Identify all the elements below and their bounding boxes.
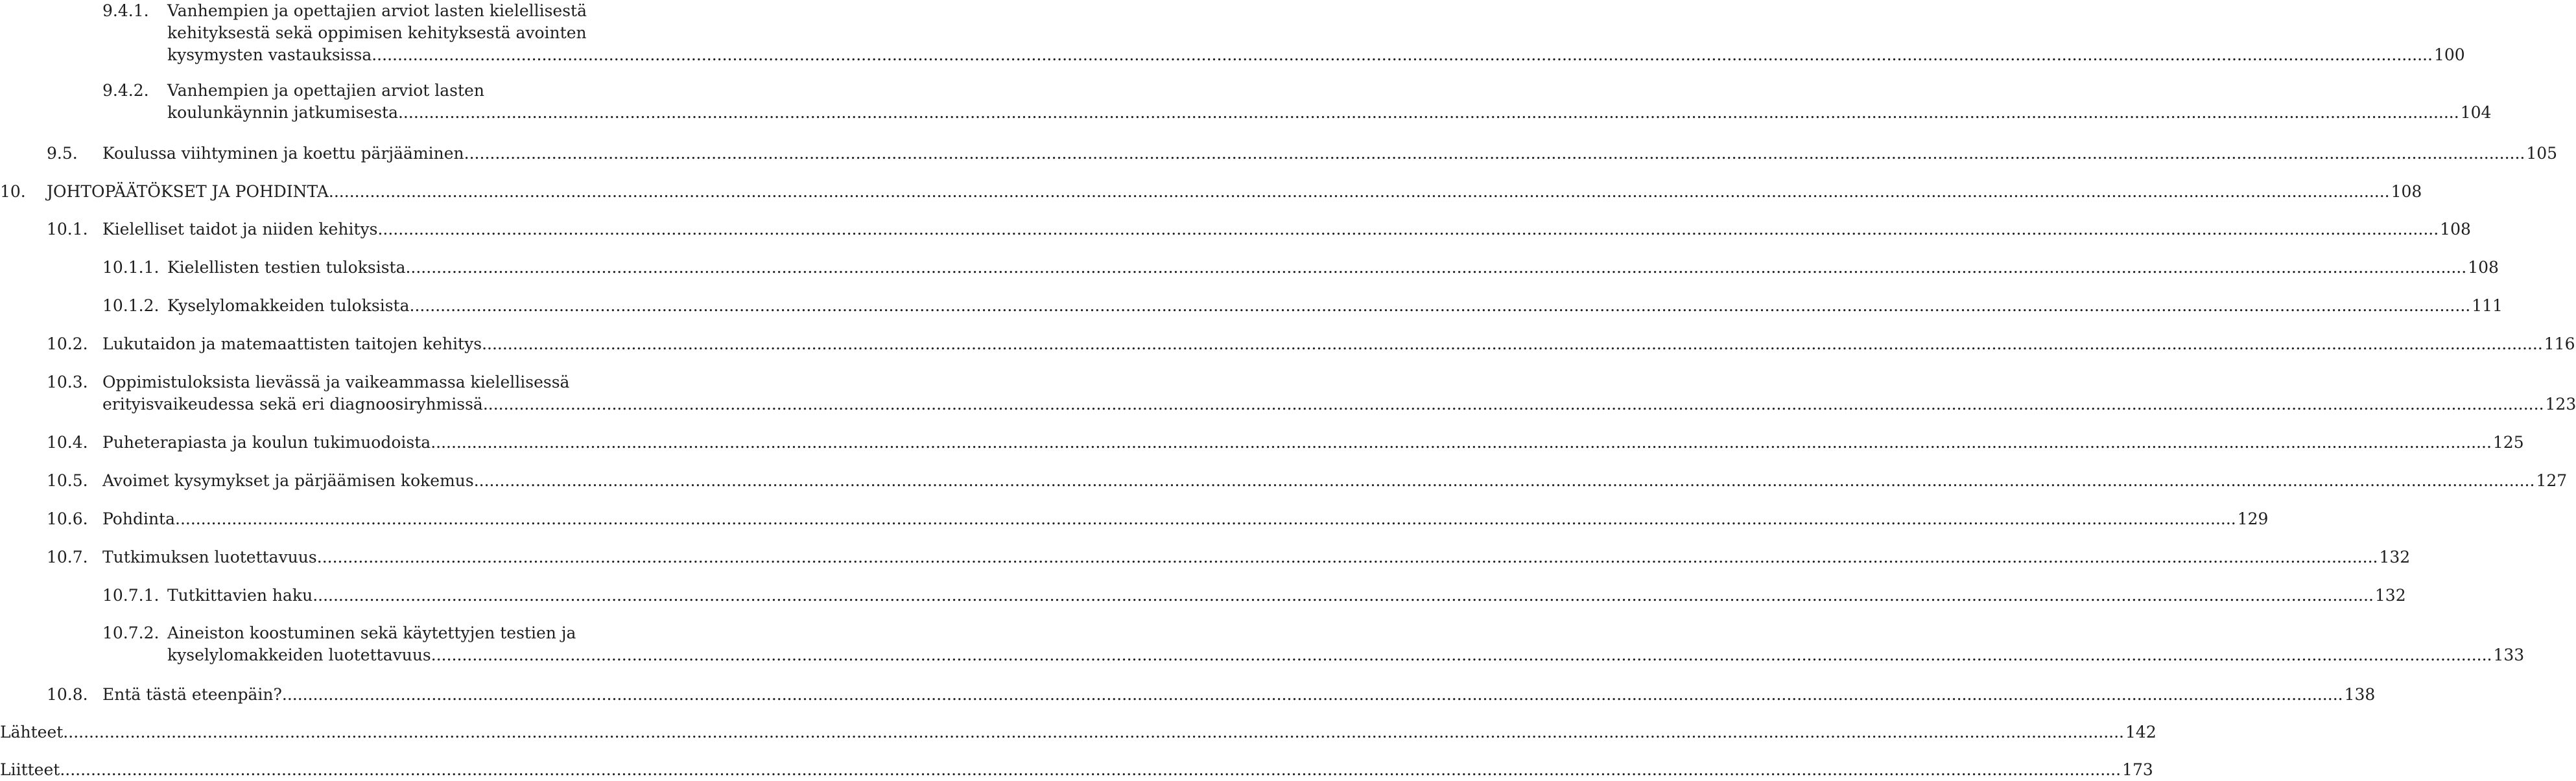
dot-leader: ................................................................................................................................................................................................................................................................................................................................................................................................................ xyxy=(63,723,2125,741)
toc-entry-title-line: Kielelliset taidot ja niiden kehitys xyxy=(102,220,378,239)
toc-entry-page-number: 111 xyxy=(2472,296,2503,315)
dot-leader: ................................................................................................................................................................................................................................................................................................................................................................................................................ xyxy=(397,103,2459,122)
toc-entry-number: 10.7. xyxy=(47,548,88,566)
toc-entry xyxy=(102,257,2499,279)
toc-entry xyxy=(0,181,2422,203)
toc-entry-page-number: 173 xyxy=(2122,760,2153,779)
toc-entry-title-line: Lukutaidon ja matemaattisten taitojen kehitys xyxy=(102,334,482,353)
toc-entry-page-number: 108 xyxy=(2440,220,2471,239)
toc-entry-title-line: Tutkimuksen luotettavuus xyxy=(102,548,317,566)
toc-entry-page-number: 108 xyxy=(2468,258,2499,277)
toc-entry-page-number: 133 xyxy=(2493,646,2525,664)
toc-entry xyxy=(47,432,2524,454)
toc-entry xyxy=(0,721,2157,743)
toc-entry-title-line: Koulussa viihtyminen ja koettu pärjääminen xyxy=(102,144,464,163)
dot-leader: ................................................................................................................................................................................................................................................................................................................................................................................................................ xyxy=(482,334,2543,353)
toc-entry-number: 9.4.1. xyxy=(102,1,149,20)
toc-entry-number: 10.7.1. xyxy=(102,586,160,605)
toc-entry-page-number: 116 xyxy=(2544,334,2575,353)
dot-leader: ................................................................................................................................................................................................................................................................................................................................................................................................................ xyxy=(372,45,2433,64)
toc-entry xyxy=(47,684,2376,706)
toc-entry-page-number: 104 xyxy=(2460,103,2492,122)
toc-entry-title-line: Oppimistuloksista lievässä ja vaikeammassa kielellisessä xyxy=(102,373,570,391)
dot-leader: ................................................................................................................................................................................................................................................................................................................................................................................................................ xyxy=(482,395,2544,414)
dot-leader: ................................................................................................................................................................................................................................................................................................................................................................................................................ xyxy=(431,433,2492,452)
toc-entry-title-line: Puheterapiasta ja koulun tukimuodoista xyxy=(102,433,431,452)
toc-entry-title-line: Vanhempien ja opettajien arviot lasten xyxy=(167,81,484,100)
toc-entry-number: 10.6. xyxy=(47,509,88,528)
dot-leader: ................................................................................................................................................................................................................................................................................................................................................................................................................ xyxy=(175,509,2236,528)
toc-entry xyxy=(47,333,2575,355)
toc-entry xyxy=(102,80,2492,124)
dot-leader: ................................................................................................................................................................................................................................................................................................................................................................................................................ xyxy=(377,220,2439,239)
toc-entry xyxy=(102,585,2406,607)
toc-entry xyxy=(102,295,2503,317)
toc-entry-number: 10.1.2. xyxy=(102,296,160,315)
toc-entry-page-number: 129 xyxy=(2237,509,2269,528)
dot-leader: ................................................................................................................................................................................................................................................................................................................................................................................................................ xyxy=(281,685,2343,704)
toc-entry-number: 10.1. xyxy=(47,220,88,239)
toc-entry xyxy=(47,143,2558,165)
toc-entry-number: 10.2. xyxy=(47,334,88,353)
dot-leader: ................................................................................................................................................................................................................................................................................................................................................................................................................ xyxy=(473,471,2535,490)
toc-entry-number: 10. xyxy=(0,182,26,201)
toc-entry-page-number: 132 xyxy=(2379,548,2411,566)
toc-entry-title-line: kehityksestä sekä oppimisen kehityksestä avointen xyxy=(167,23,587,42)
dot-leader: ................................................................................................................................................................................................................................................................................................................................................................................................................ xyxy=(313,586,2374,605)
toc-entry-page-number: 127 xyxy=(2536,471,2568,490)
dot-leader: ................................................................................................................................................................................................................................................................................................................................................................................................................ xyxy=(60,760,2121,779)
toc-entry-title-line: Avoimet kysymykset ja pärjäämisen kokemus xyxy=(102,471,474,490)
toc-entry-title-line: Vanhempien ja opettajien arviot lasten kielellisestä xyxy=(167,1,587,20)
toc-entry-title-line: kyselylomakkeiden luotettavuus xyxy=(167,646,431,664)
toc-entry-title-line: Tutkittavien haku xyxy=(167,586,313,605)
toc-entry xyxy=(47,546,2411,568)
toc-entry-number: 10.1.1. xyxy=(102,258,160,277)
toc-entry-page-number: 138 xyxy=(2344,685,2376,704)
toc-entry-page-number: 123 xyxy=(2545,395,2576,414)
toc-entry-title-line: Kyselylomakkeiden tuloksista xyxy=(167,296,410,315)
toc-entry-page-number: 100 xyxy=(2433,45,2465,64)
dot-leader: ................................................................................................................................................................................................................................................................................................................................................................................................................ xyxy=(328,182,2390,201)
toc-entry xyxy=(102,622,2525,666)
toc-entry xyxy=(0,759,2153,781)
toc-entry-title-line: JOHTOPÄÄTÖKSET JA POHDINTA xyxy=(47,182,329,201)
toc-entry-title-line: Pohdinta xyxy=(102,509,176,528)
toc-entry-number: 10.7.2. xyxy=(102,624,160,642)
toc-entry xyxy=(47,508,2269,530)
toc-entry-page-number: 132 xyxy=(2374,586,2406,605)
toc-entry-page-number: 125 xyxy=(2492,433,2524,452)
toc-entry-title-line: Lähteet xyxy=(0,723,64,741)
toc-entry-number: 10.3. xyxy=(47,373,88,391)
toc-entry xyxy=(47,218,2471,240)
toc-entry-number: 10.5. xyxy=(47,471,88,490)
toc-entry-number: 10.8. xyxy=(47,685,88,704)
dot-leader: ................................................................................................................................................................................................................................................................................................................................................................................................................ xyxy=(409,296,2471,315)
dot-leader: ................................................................................................................................................................................................................................................................................................................................................................................................................ xyxy=(316,548,2378,566)
toc-entry-title-line: koulunkäynnin jatkumisesta xyxy=(167,103,398,122)
toc-entry-page-number: 142 xyxy=(2125,723,2157,741)
toc-entry-title-line: Entä tästä eteenpäin? xyxy=(102,685,282,704)
dot-leader: ................................................................................................................................................................................................................................................................................................................................................................................................................ xyxy=(464,144,2525,163)
toc-entry xyxy=(102,0,2465,66)
toc-entry-number: 9.4.2. xyxy=(102,81,149,100)
toc-entry-title-line: erityisvaikeudessa sekä eri diagnoosiryhmissä xyxy=(102,395,483,414)
toc-entry-page-number: 105 xyxy=(2526,144,2558,163)
toc-entry-title-line: Kielellisten testien tuloksista xyxy=(167,258,406,277)
toc-entry-title-line: Aineiston koostuminen sekä käytettyjen testien ja xyxy=(167,624,576,642)
toc-entry-number: 10.4. xyxy=(47,433,88,452)
toc-entry-number: 9.5. xyxy=(47,144,78,163)
toc-entry-title-line: Liitteet xyxy=(0,760,60,779)
toc-entry xyxy=(47,470,2568,492)
dot-leader: ................................................................................................................................................................................................................................................................................................................................................................................................................ xyxy=(431,646,2492,664)
toc-entry-page-number: 108 xyxy=(2391,182,2422,201)
toc-entry xyxy=(47,371,2576,415)
toc-entry-title-line: kysymysten vastauksissa xyxy=(167,45,372,64)
dot-leader: ................................................................................................................................................................................................................................................................................................................................................................................................................ xyxy=(405,258,2467,277)
